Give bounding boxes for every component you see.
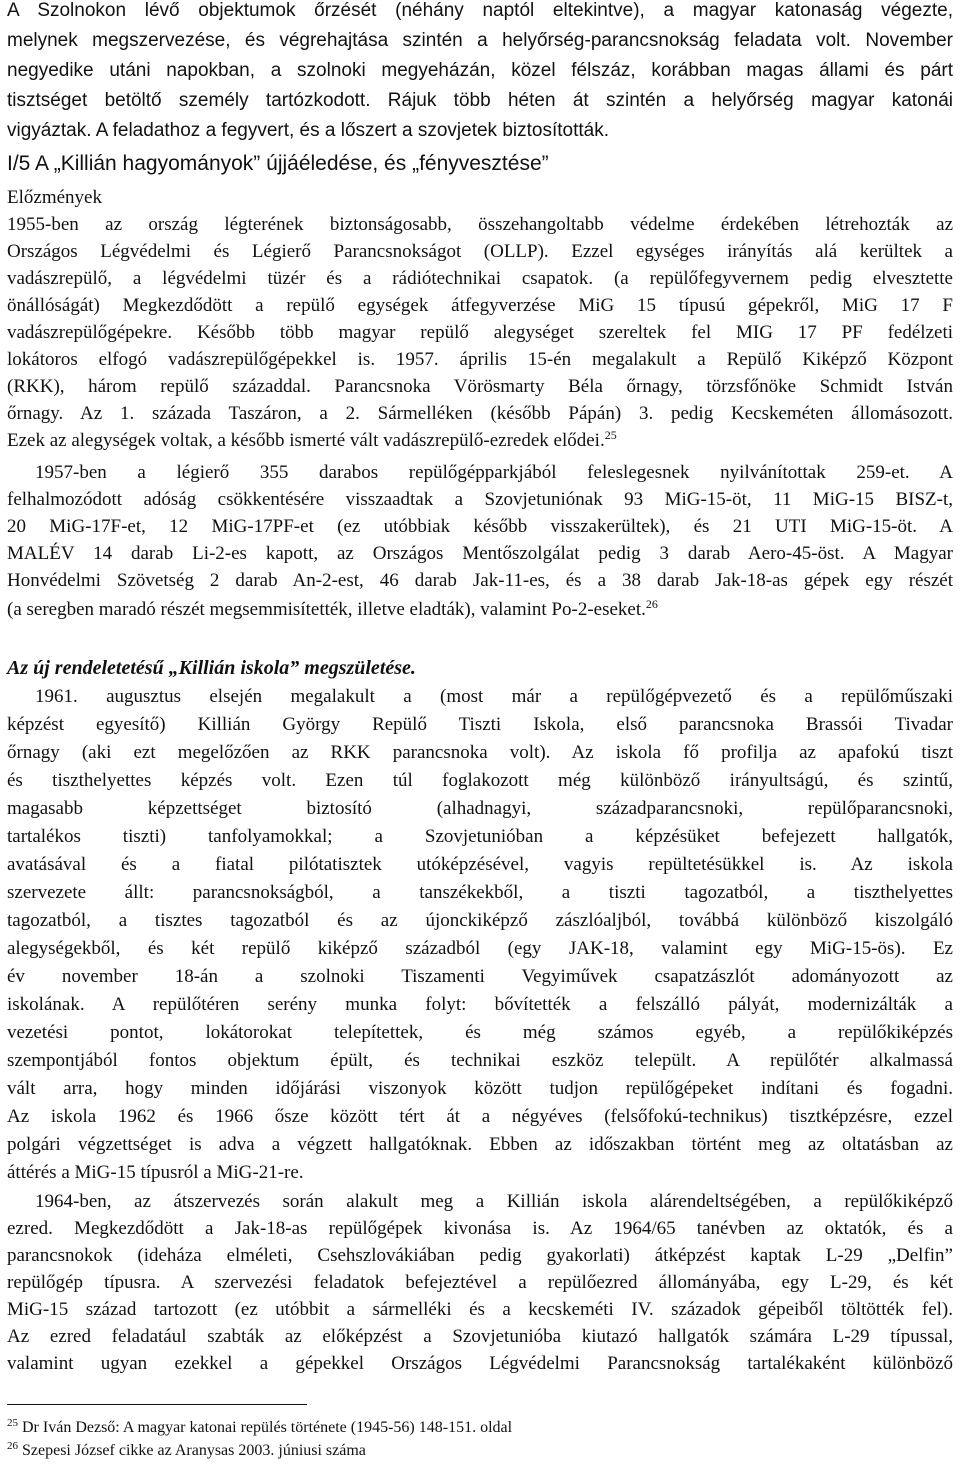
para-1961-line-17: polgári végzettséget is adva a végzett hallgatóknak. Ebben az időszakban történt meg az oltatásban az: [7, 1134, 953, 1155]
subheading: Előzmények: [7, 187, 102, 208]
para-1964-line-4: repülőgép típusra. A szervezési feladatok befejeztével a repülőezred állományába, egy L-29, és két: [7, 1272, 953, 1293]
para-1964-line-3: parancsnokok (ideháza elméleti, Csehszlovákiában pedig gyakorlati) átképzést kaptak L-29 „Delfin”: [7, 1245, 953, 1266]
para-1961-line-18: áttérés a MiG-15 típusról a MiG-21-re.: [7, 1162, 304, 1183]
footnote-text: Szepesi József cikke az Aranysas 2003. júniusi száma: [22, 1442, 366, 1459]
para-1961-line-1: 1961. augusztus elsején megalakult a (most már a repülőgépvezető és a repülőműszaki: [35, 686, 953, 707]
para-1957-line-5: Honvédelmi Szövetség 2 darab An-2-est, 46 darab Jak-11-es, és a 38 darab Jak-18-as gépek egy részét: [7, 570, 953, 591]
bold-italic-heading: Az új rendeletetésű „Killián iskola” megszületése.: [7, 657, 416, 679]
para-1955-line-6: lokátoros elfogó vadászrepülőgépekkel is. 1957. április 15-én megalakult a Repülő Kiképző Központ: [7, 349, 953, 370]
para-1961-line-8: szervezete állt: parancsnokságból, a tanszékekből, a tiszti tagozatból, a tiszthelyettes: [7, 882, 953, 903]
para-1961-line-4: és tiszthelyettes képzés volt. Ezen túl foglakozott még különböző irányultságú, és szintű,: [7, 770, 953, 791]
footnote-ref-25[interactable]: 25: [604, 428, 617, 442]
footnote-text: Dr Iván Dezső: A magyar katonai repülés története (1945-56) 148-151. oldal: [22, 1419, 513, 1436]
footnote-number: 26: [7, 1440, 18, 1452]
para-1964-line-1: 1964-ben, az átszervezés során alakult meg a Killián iskola alárendeltségében, a repülőkiképző: [35, 1191, 953, 1212]
para-1955-line-3: vadászrepülő, a légvédelmi tüzér és a rádiótechnikai csapatok. (a repülőfegyvernem pedig elvesztette: [7, 268, 953, 289]
para-1961-line-16: Az iskola 1962 és 1966 ősze között tért át a négyéves (felsőfokú-technikus) tisztképzésre, ezzel: [7, 1106, 953, 1127]
para-1961-line-15: vált arra, hogy minden időjárási viszonyok között tudjon repülőgépeket indítani és fogadni.: [7, 1078, 953, 1099]
para-1961-line-10: alegységekből, és két repülő kiképző századból (egy JAK-18, valamint egy MiG-15-ös). Ez: [7, 938, 953, 959]
para-1955-line-7: (RKK), három repülő századdal. Parancsnoka Vörösmarty Béla őrnagy, törzsfőnöke Schmidt István: [7, 376, 953, 397]
para-1964-line-7: valamint ugyan ezekkel a gépekkel Országos Légvédelmi Parancsnokság tartalékaként különböző: [7, 1353, 953, 1374]
para-1964-line-2: ezred. Megkezdődött a Jak-18-as repülőgépek kivonása is. Az 1964/65 tanévben az oktatók, és a: [7, 1218, 953, 1239]
para-1955-line-1: 1955-ben az ország légterének biztonságosabb, összehangoltabb védelme érdekében létrehozták az: [7, 214, 953, 235]
para-1955-line-9: [7, 428, 953, 454]
para-1955-line-8: őrnagy. Az 1. százada Taszáron, a 2. Sármelléken (később Pápán) 3. pedig Kecskeméten állomásozott.: [7, 403, 953, 424]
para-1961-line-5: magasabb képzettséget biztosító (alhadnagyi, századparancsnoki, repülőparancsnoki,: [7, 798, 953, 819]
para-1957-line-2: felhalmozódott adóság csökkentésére visszaadtak a Szovjetuniónak 93 MiG-15-öt, 11 MiG-15 BISZ-t,: [7, 489, 953, 510]
para-1955-line-2: Országos Légvédelmi és Légierő Parancsnokságot (OLLP). Ezzel egységes irányítás alá kerültek a: [7, 241, 953, 262]
footnote-separator: [7, 1404, 307, 1405]
footnote-26: [7, 1441, 366, 1461]
intro-line-2: melynek megszervezése, és végrehajtása szintén a helyőrség-parancsnokság feladata volt. November: [7, 30, 953, 51]
intro-line-5: vigyáztak. A feladathoz a fegyvert, és a lőszert a szovjetek biztosították.: [7, 120, 609, 141]
footnote-number: 25: [7, 1417, 18, 1429]
intro-line-3: negyedike utáni napokban, a szolnoki megyeházán, közel félszáz, korábban magas állami és párt: [7, 60, 953, 81]
para-1961-line-12: iskolának. A repülőtéren serény munka folyt: bővítették a felszálló pályát, modernizálták a: [7, 994, 953, 1015]
section-heading: I/5 A „Killián hagyományok” újjáéledése, és „fényvesztése”: [7, 152, 549, 175]
para-1961-line-7: avatásával és a fiatal pilótatisztek utóképzésével, vagyis repültetésükkel is. Az iskola: [7, 854, 953, 875]
para-1957-line-1: 1957-ben a légierő 355 darabos repülőgépparkjából feleslegesnek nyilvánítottak 259-et. A: [35, 462, 953, 483]
para-1955-last-text: Ezek az alegységek voltak, a később ismerté vált vadászrepülő-ezredek elődei.: [7, 430, 605, 451]
para-1961-line-3: őrnagy (aki ezt megelőzően az RKK parancsnoka volt). Az iskola fő profilja az apafokú tiszt: [7, 742, 953, 763]
para-1961-line-13: vezetési pontot, lokátorokat telepítettek, és még számos egyéb, a repülőkiképzés: [7, 1022, 953, 1043]
para-1955-line-5: vadászrepülőgépekre. Később több magyar repülő alegységet szereltek fel MIG 17 PF fedélzeti: [7, 322, 953, 343]
intro-line-1: A Szolnokon lévő objektumok őrzését (néhány naptól eltekintve), a magyar katonaság végezte,: [7, 0, 953, 21]
para-1961-line-11: év november 18-án a szolnoki Tiszamenti Vegyiművek csapatzászlót adományozott az: [7, 966, 953, 987]
intro-line-4: tisztséget betöltő személy tartózkodott. Rájuk több héten át szintén a helyőrség magyar katonái: [7, 90, 953, 111]
footnote-25: [7, 1418, 512, 1438]
para-1961-line-14: szempontjából fontos objektum épült, és technikai eszköz települt. A repülőtér alkalmassá: [7, 1050, 953, 1071]
para-1957-line-4: MALÉV 14 darab Li-2-es kapott, az Országos Mentőszolgálat pedig 3 darab Aero-45-öst. A Magyar: [7, 543, 953, 564]
para-1957-last-text: (a seregben maradó részét megsemmisítették, illetve eladták), valamint Po-2-eseket.: [7, 599, 646, 620]
para-1957-line-6: [7, 597, 953, 623]
footnote-ref-26[interactable]: 26: [645, 597, 658, 611]
para-1955-line-4: önállóságát) Megkezdődött a repülő egységek átfegyverzése MiG 15 típusú gépekről, MiG 17 F: [7, 295, 953, 316]
para-1957-line-3: 20 MiG-17F-et, 12 MiG-17PF-et (ez utóbbiak később visszakerültek), és 21 UTI MiG-15-öt. A: [7, 516, 953, 537]
para-1961-line-6: tartalékos tiszti) tanfolyamokkal; a Szovjetunióban a képzésüket befejezett hallgatók,: [7, 826, 953, 847]
para-1961-line-2: képzést egyesítő) Killián György Repülő Tiszti Iskola, első parancsnoka Brassói Tivadar: [7, 714, 953, 735]
para-1964-line-6: Az ezred feladatául szabták az előképzést a Szovjetunióba kiutazó hallgatók számára L-29 típussal,: [7, 1326, 953, 1347]
para-1964-line-5: MiG-15 század tartozott (ez utóbbit a sármelléki és a kecskeméti IV. századok gépeiből töltötték fel).: [7, 1299, 953, 1320]
para-1961-line-9: tagozatból, a tisztes tagozatból és az újonckiképző zászlóaljból, továbbá különböző kiszolgáló: [7, 910, 953, 931]
